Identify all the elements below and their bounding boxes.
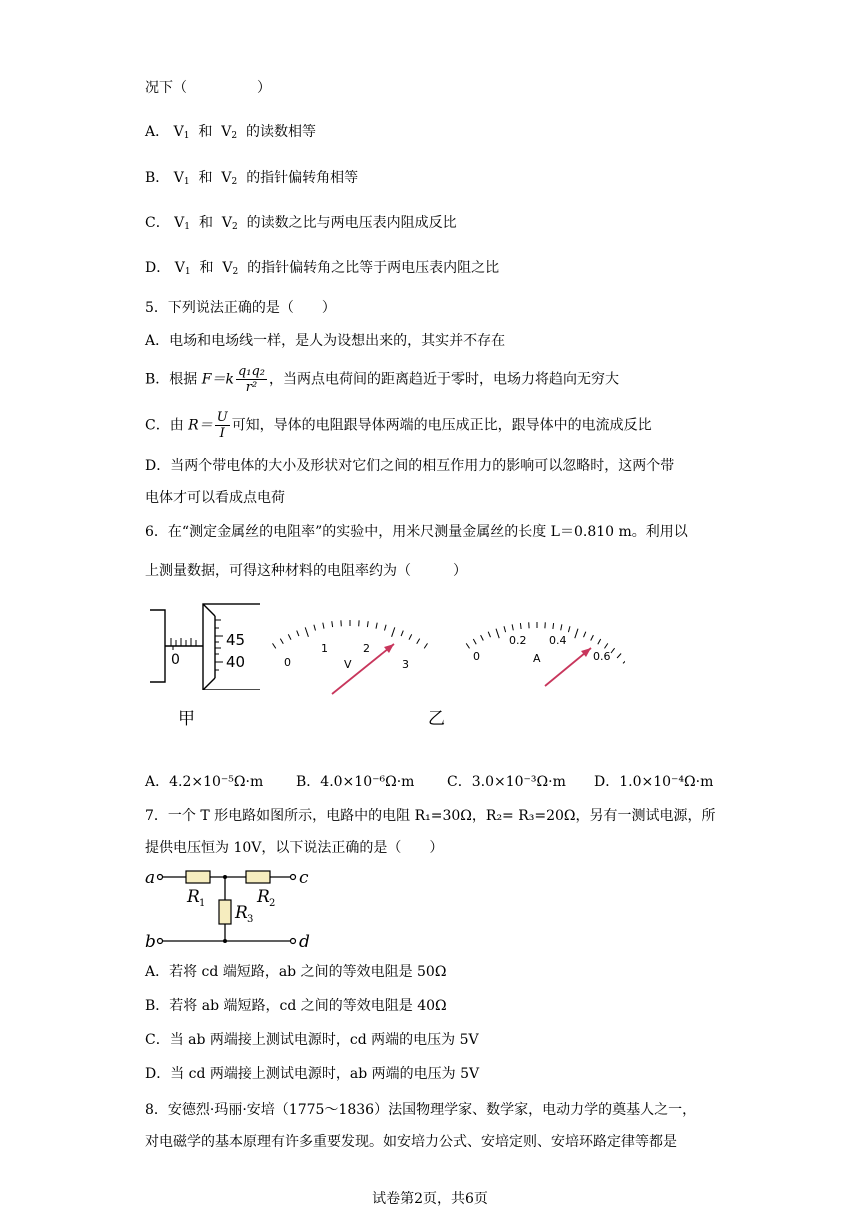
q7-stem-line2: 提供电压恒为 10V，以下说法正确的是（ ） <box>145 840 444 856</box>
voltmeter-tick-1: 1 <box>321 642 328 655</box>
q4-option-b[interactable]: B． $V_1$ 和 $V_2$ 的指针偏转角相等 <box>145 170 359 187</box>
q5-option-b[interactable]: B．根据 F＝k $\frac{\text{q₁q₂}}{\text{r²}}$ ，当两点电荷间的距离趋近于零时，电场力将趋向无穷大 <box>145 364 620 395</box>
scale-tick <box>297 631 299 637</box>
voltmeter-figure <box>270 600 430 695</box>
ammeter-tick-04: 0.4 <box>549 634 567 647</box>
label-r3: R <box>235 903 248 923</box>
q6-stem-line2: 上测量数据，可得这种材料的电阻率约为（ ） <box>145 563 467 579</box>
scale-tick <box>520 623 521 629</box>
scale-tick <box>591 635 594 640</box>
q6-option-c[interactable]: C．3.0×10⁻³Ω·m <box>447 774 566 790</box>
q6-option-d[interactable]: D．1.0×10⁻⁴Ω·m <box>594 774 714 790</box>
q6-option-a[interactable]: A．4.2×10⁻⁵Ω·m <box>145 774 264 790</box>
terminal-d: d <box>299 932 310 952</box>
scale-tick <box>288 634 291 639</box>
scale-tick <box>568 626 570 632</box>
scale-tick <box>598 639 601 644</box>
scale-tick <box>473 639 476 644</box>
scale-tick <box>424 643 427 648</box>
q5-stem: 5．下列说法正确的是（ ） <box>145 300 336 316</box>
q5-option-c[interactable]: C．由 R＝ $\frac{U}{I}$ 可知，导体的电阻跟导体两端的电压成正比，跟导体中的电流成反比 <box>145 410 652 441</box>
scale-tick <box>392 627 395 636</box>
q7-option-c[interactable]: C．当 ab 两端接上测试电源时，cd 两端的电压为 5V <box>145 1032 479 1048</box>
q7-option-a[interactable]: A．若将 cd 端短路，ab 之间的等效电阻是 50Ω <box>145 964 447 980</box>
scale-tick <box>314 625 316 631</box>
ammeter-unit: A <box>533 652 541 665</box>
q4-option-a[interactable]: A． $V_1$ 和 $V_2$ 的读数相等 <box>145 124 317 141</box>
scale-tick <box>611 648 615 653</box>
figure-caption-yi: 乙 <box>428 709 445 729</box>
scale-tick <box>280 639 283 644</box>
micrometer-figure <box>145 600 260 690</box>
q7-stem-line1: 7．一个 T 形电路如图所示，电路中的电阻 R₁=30Ω，R₂= R₃=20Ω，另有一测试电源，所 <box>145 808 716 824</box>
page-footer: 试卷第2页，共6页 <box>372 1191 488 1207</box>
q8-stem-line1: 8．安德烈·玛丽·安培（1775～1836）法国物理学家、数学家，电动力学的奠基人之一， <box>145 1102 697 1118</box>
scale-tick <box>496 629 499 639</box>
voltmeter-tick-3: 3 <box>402 658 409 671</box>
terminal-a: a <box>145 868 156 888</box>
q4-stem-tail: 况下（ ） <box>145 80 271 96</box>
terminal-b: b <box>145 932 156 952</box>
q4-option-d[interactable]: D． $V_1$ 和 $V_2$ 的指针偏转角之比等于两电压表内阻之比 <box>145 260 500 277</box>
scale-tick <box>575 629 578 639</box>
ammeter-tick-06: 0.6 <box>593 650 611 663</box>
scale-tick <box>553 623 554 629</box>
scale-tick <box>305 627 308 636</box>
q6-stem-line1: 6．在“测定金属丝的电阻率”的实验中，用米尺测量金属丝的长度 L＝0.810 m。利用以 <box>145 524 688 540</box>
micrometer-0: 0 <box>171 652 180 668</box>
ammeter-tick-02: 0.2 <box>509 634 527 647</box>
q8-stem-line2: 对电磁学的基本原理有许多重要发现。如安培力公式、安培定则、安培环路定律等都是 <box>145 1134 677 1150</box>
scale-tick <box>401 631 403 637</box>
label-r1: R <box>187 887 200 907</box>
scale-tick <box>376 623 377 629</box>
label-r1-sub: 1 <box>199 898 206 909</box>
scale-tick <box>584 632 586 638</box>
q5-option-a[interactable]: A．电场和电场线一样，是人为设想出来的，其实并不存在 <box>145 333 506 349</box>
q6-option-b[interactable]: B．4.0×10⁻⁶Ω·m <box>296 774 415 790</box>
scale-tick <box>605 643 608 648</box>
ammeter-tick-0: 0 <box>473 650 480 663</box>
resistor-r3 <box>219 900 231 924</box>
scale-tick <box>417 639 420 644</box>
voltmeter-tick-0: 0 <box>284 656 291 669</box>
scale-tick <box>409 634 412 639</box>
scale-tick <box>385 625 387 631</box>
voltmeter-unit: V <box>344 658 352 671</box>
label-r2-sub: 2 <box>269 898 276 909</box>
scale-tick <box>504 626 506 632</box>
scale-tick <box>561 624 562 630</box>
ammeter-figure <box>465 600 625 695</box>
voltmeter-tick-2: 2 <box>363 642 370 655</box>
figure-caption-jia: 甲 <box>178 709 195 729</box>
scale-tick <box>367 621 368 627</box>
resistor-r1 <box>186 871 210 883</box>
scale-tick <box>488 632 490 638</box>
q5-option-d-line2: 电体才可以看成点电荷 <box>145 490 285 506</box>
terminal-c: c <box>299 868 309 888</box>
q4-option-c[interactable]: C． $V_1$ 和 $V_2$ 的读数之比与两电压表内阻成反比 <box>145 215 457 232</box>
q7-option-d[interactable]: D．当 cd 两端接上测试电源时，ab 两端的电压为 5V <box>145 1066 480 1082</box>
scale-tick <box>466 643 469 648</box>
scale-tick <box>323 623 324 629</box>
micrometer-40: 40 <box>226 653 246 671</box>
scale-tick <box>332 621 333 627</box>
resistor-r2 <box>246 871 270 883</box>
scale-tick <box>623 659 625 663</box>
scale-tick <box>617 654 621 659</box>
scale-tick <box>273 643 276 648</box>
q5-option-d-line1[interactable]: D．当两个带电体的大小及形状对它们之间的相互作用力的影响可以忽略时，这两个带 <box>145 458 675 474</box>
scale-tick <box>512 624 513 630</box>
q7-option-b[interactable]: B．若将 ab 端短路，cd 之间的等效电阻是 40Ω <box>145 998 447 1014</box>
scale-tick <box>481 635 484 640</box>
label-r3-sub: 3 <box>247 914 254 925</box>
label-r2: R <box>257 887 270 907</box>
t-circuit-figure <box>143 864 323 954</box>
micrometer-45: 45 <box>226 631 246 649</box>
